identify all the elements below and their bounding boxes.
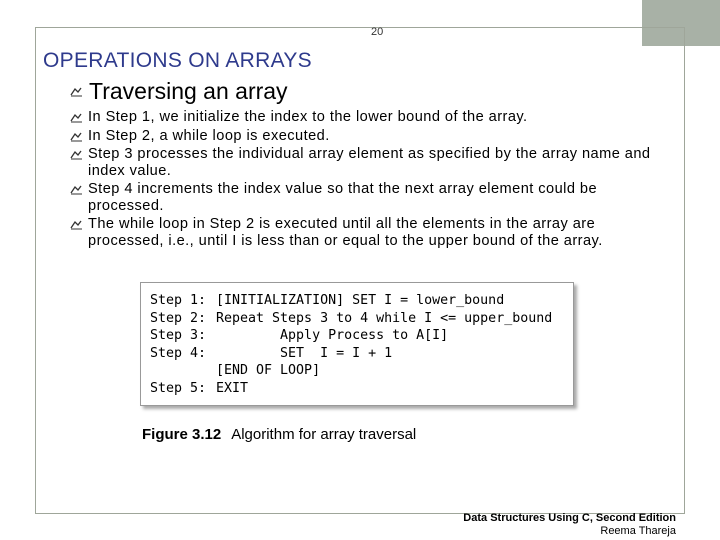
figure-caption (142, 426, 416, 443)
arrow-bullet-icon (70, 131, 83, 142)
algorithm-code: Repeat Steps 3 to 4 while I <= upper_bound (216, 310, 553, 326)
figure-caption-text: Algorithm for array traversal (231, 426, 417, 443)
algorithm-step-label: Step 1: (150, 293, 207, 308)
arrow-bullet-icon (70, 219, 83, 230)
list-item (70, 109, 670, 126)
figure-label: Figure 3.12 (142, 426, 222, 443)
list-item (70, 181, 670, 214)
algorithm-code: SET I = I + 1 (216, 345, 393, 361)
algorithm-figure (140, 282, 574, 406)
algorithm-code: EXIT (216, 380, 249, 396)
slide-title: OPERATIONS ON ARRAYS (43, 49, 312, 72)
list-item (70, 216, 670, 249)
page-number: 20 (371, 26, 384, 38)
arrow-bullet-icon (70, 184, 83, 195)
arrow-bullet-icon (70, 112, 83, 123)
algorithm-step-label: Step 3: (150, 328, 207, 343)
list-item-text: In Step 2, a while loop is executed. (88, 127, 330, 144)
algorithm-step-label: Step 5: (150, 380, 207, 396)
algorithm-line (150, 345, 573, 363)
algorithm-step-label (150, 362, 216, 380)
footer-book-title: Data Structures Using C, Second Edition (463, 512, 676, 524)
algorithm-code: [END OF LOOP] (216, 363, 321, 378)
list-item-text: The while loop in Step 2 is executed until all the elements in the array are processed, i.e., until I is less than or equal to the upper bound of the array. (88, 216, 603, 249)
list-item (70, 128, 670, 145)
arrow-bullet-icon (70, 86, 83, 97)
algorithm-step-label: Step 4: (150, 345, 207, 361)
list-item (70, 146, 670, 179)
subheading-text: Traversing an array (89, 78, 288, 104)
algorithm-line (150, 362, 573, 380)
algorithm-line (150, 292, 573, 310)
algorithm-step-label: Step 2: (150, 310, 207, 326)
list-item-text: Step 4 increments the index value so that the next array element could be processed. (88, 181, 598, 214)
algorithm-line (150, 327, 573, 345)
arrow-bullet-icon (70, 149, 83, 160)
list-item-text: In Step 1, we initialize the index to the lower bound of the array. (88, 109, 528, 125)
algorithm-code: Apply Process to A[I] (216, 328, 449, 343)
algorithm-line (150, 310, 573, 328)
list-item-text: Step 3 processes the individual array element as specified by the array name and index value. (88, 146, 651, 179)
footer-author: Reema Thareja (600, 525, 676, 537)
algorithm-line (150, 380, 573, 398)
algorithm-code: [INITIALIZATION] SET I = lower_bound (216, 293, 505, 308)
subheading (70, 78, 288, 105)
footer (463, 512, 676, 538)
bullet-list (70, 109, 670, 251)
